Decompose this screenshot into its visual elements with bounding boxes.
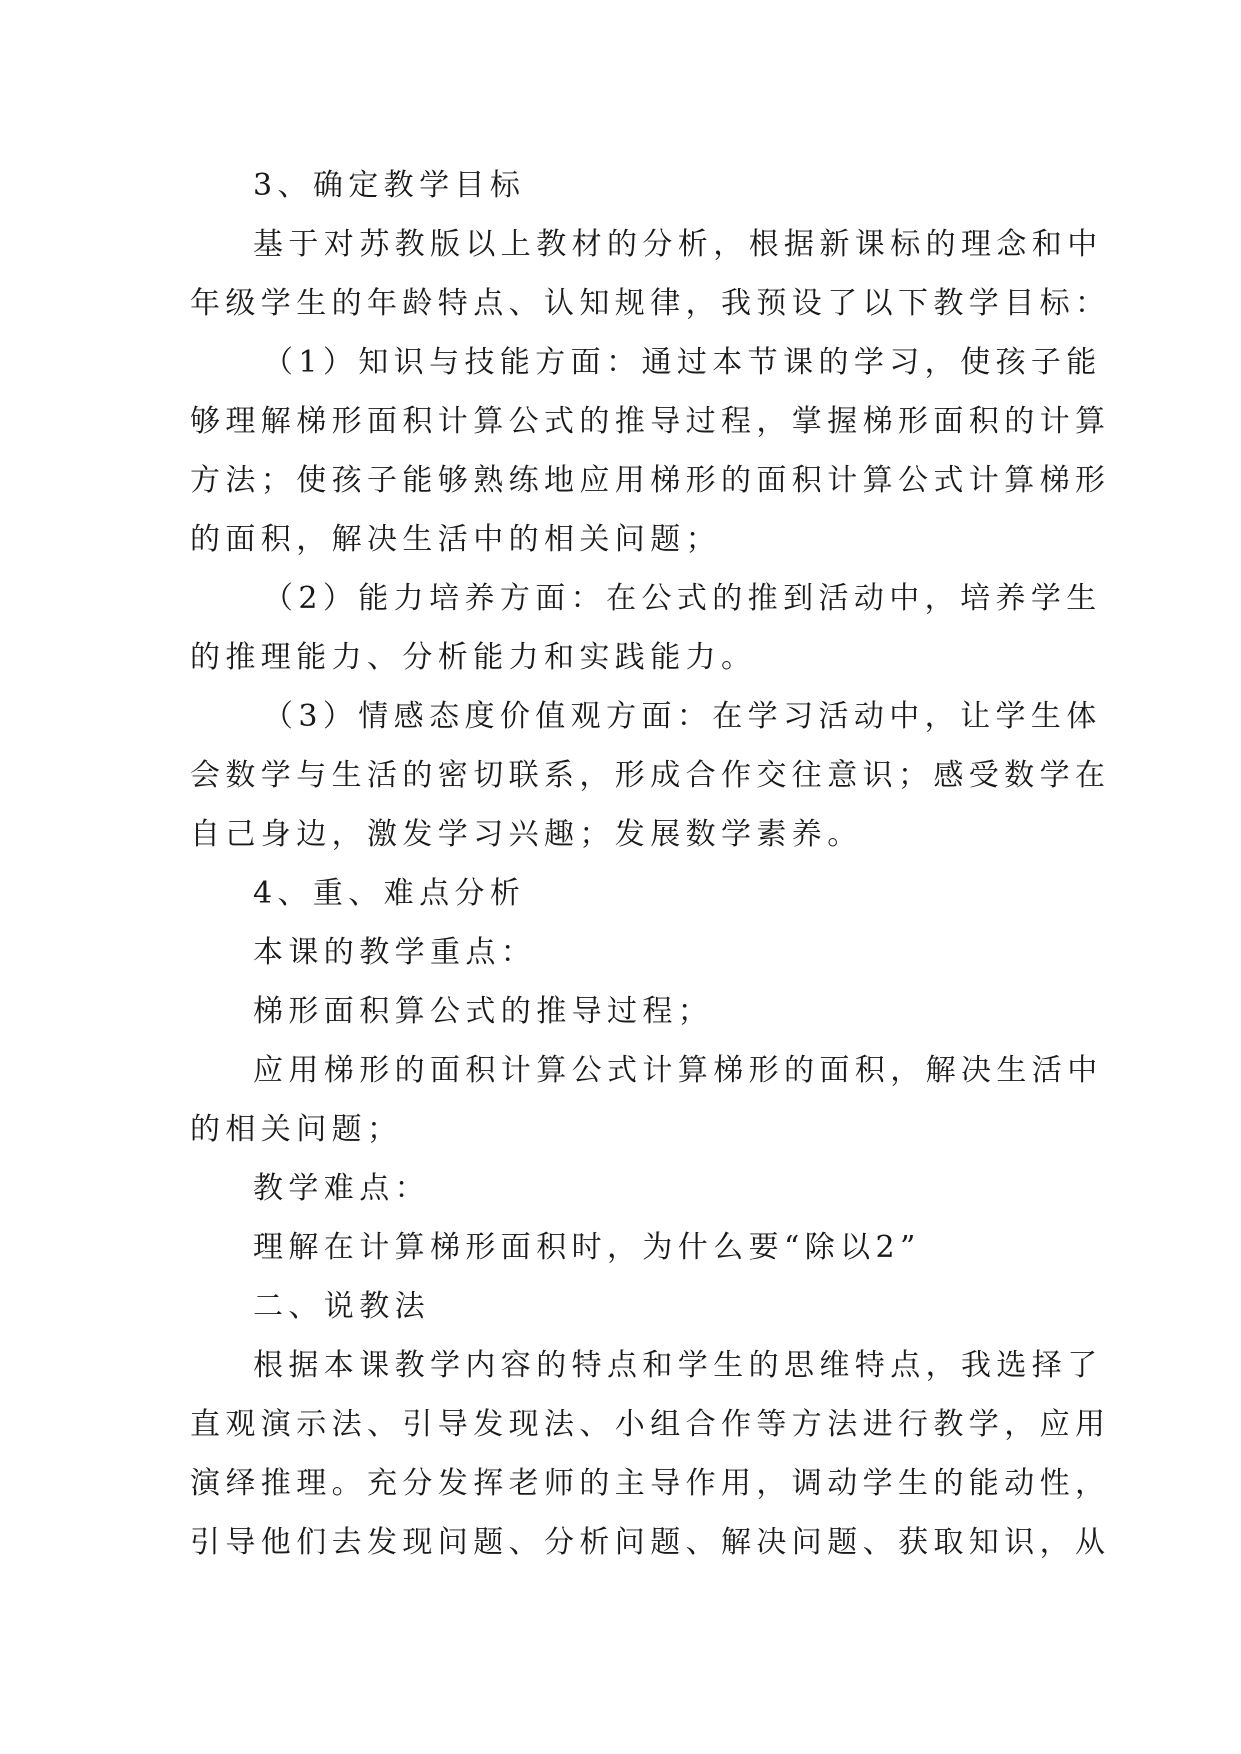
paragraph-line: 的推理能力、分析能力和实践能力。 (190, 640, 757, 675)
paragraph-line: 年级学生的年龄特点、认知规律，我预设了以下教学目标： (190, 286, 1111, 321)
paragraph-line: 理解在计算梯形面积时，为什么要“除以2” (253, 1230, 921, 1265)
paragraph-line: 基于对苏教版以上教材的分析，根据新课标的理念和中 (253, 227, 1103, 262)
paragraph-line: 会数学与生活的密切联系，形成合作交往意识；感受数学在 (190, 758, 1111, 793)
paragraph-line: （3）情感态度价值观方面：在学习活动中，让学生体 (263, 699, 1102, 734)
paragraph-line: 应用梯形的面积计算公式计算梯形的面积，解决生活中 (253, 1053, 1103, 1088)
paragraph-line: 演绎推理。充分发挥老师的主导作用，调动学生的能动性， (190, 1466, 1111, 1501)
paragraph-line: 的相关问题； (190, 1112, 403, 1147)
paragraph-line: （1）知识与技能方面：通过本节课的学习，使孩子能 (263, 345, 1102, 380)
heading-teaching-methods: 二、说教法 (253, 1289, 430, 1324)
paragraph-line: 教学难点： (253, 1171, 430, 1206)
paragraph-line: 自己身边，激发学习兴趣；发展数学素养。 (190, 817, 863, 852)
paragraph-line: 直观演示法、引导发现法、小组合作等方法进行教学，应用 (190, 1407, 1111, 1442)
paragraph-line: 本课的教学重点： (253, 935, 537, 970)
paragraph-line: 的面积，解决生活中的相关问题； (190, 522, 721, 557)
paragraph-line: 引导他们去发现问题、分析问题、解决问题、获取知识，从 (190, 1525, 1111, 1560)
heading-key-points: 4、重、难点分析 (253, 876, 526, 911)
paragraph-line: 够理解梯形面积计算公式的推导过程，掌握梯形面积的计算 (190, 404, 1111, 439)
paragraph-line: 梯形面积算公式的推导过程； (253, 994, 714, 1029)
paragraph-line: （2）能力培养方面：在公式的推到活动中，培养学生 (263, 581, 1102, 616)
heading-teaching-goals: 3、确定教学目标 (253, 168, 526, 203)
paragraph-line: 方法；使孩子能够熟练地应用梯形的面积计算公式计算梯形 (190, 463, 1111, 498)
paragraph-line: 根据本课教学内容的特点和学生的思维特点，我选择了 (253, 1348, 1103, 1383)
